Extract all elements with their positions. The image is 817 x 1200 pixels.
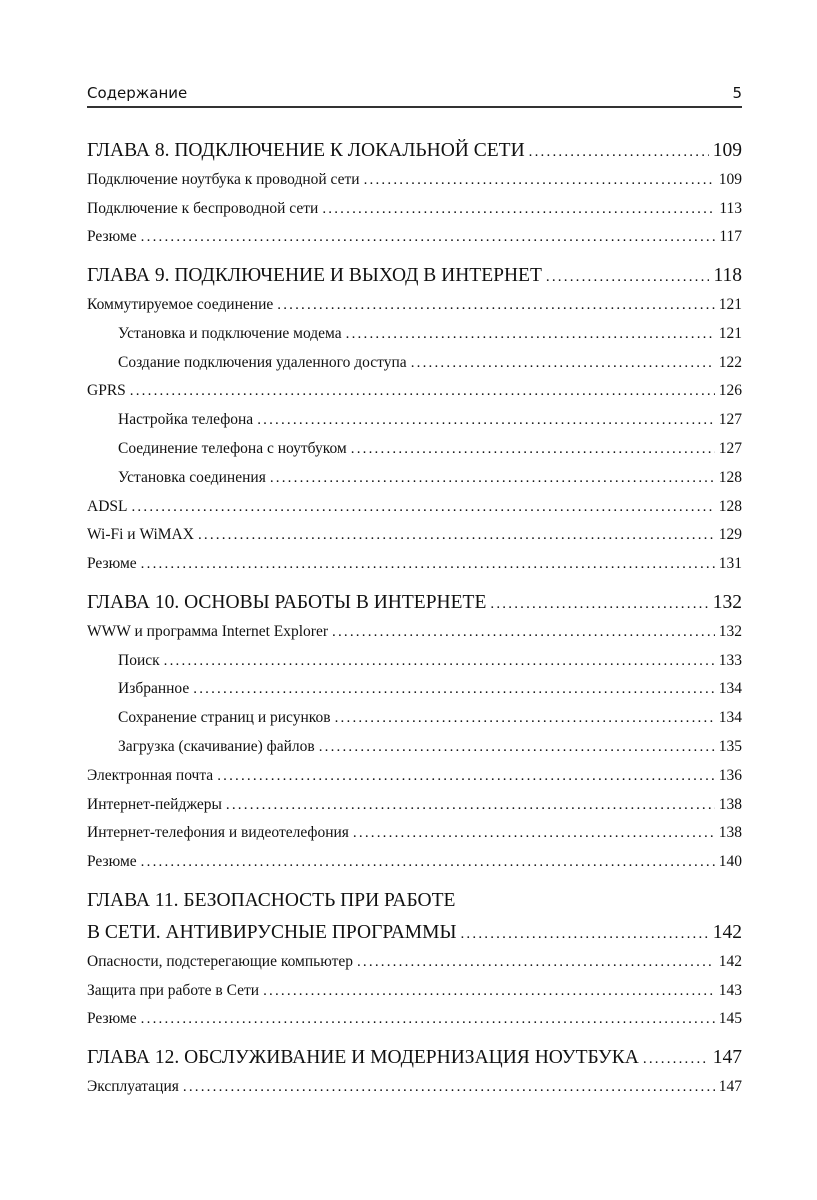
dot-leader	[332, 618, 715, 647]
toc-chapter-entry[interactable]	[87, 919, 742, 948]
toc-entry-title: Эксплуатация	[87, 1077, 179, 1095]
dot-leader	[141, 1005, 715, 1034]
toc-entry-page: 127	[718, 411, 742, 429]
toc-entry-page: 140	[718, 853, 742, 871]
dot-leader	[529, 138, 709, 167]
toc-entry[interactable]	[87, 704, 742, 733]
dot-leader	[546, 263, 710, 292]
toc-entry-title: Сохранение страниц и рисунков	[118, 709, 331, 727]
toc-entry[interactable]	[87, 493, 742, 522]
dot-leader	[353, 819, 715, 848]
toc-entry-title: Резюме	[87, 853, 137, 871]
toc-entry-title: Защита при работе в Сети	[87, 981, 260, 999]
toc-entry-page: 122	[718, 353, 742, 371]
dot-leader	[217, 762, 715, 791]
toc-entry[interactable]	[87, 733, 742, 762]
dot-leader	[490, 590, 708, 619]
toc-entry-page: 117	[719, 228, 742, 246]
toc-entry[interactable]	[87, 377, 742, 406]
toc-entry-title: Поиск	[118, 651, 160, 669]
toc-entry-title: Избранное	[118, 680, 190, 698]
toc-entry-page: 121	[718, 295, 742, 313]
toc-entry[interactable]	[87, 320, 742, 349]
toc-entry[interactable]	[87, 195, 742, 224]
toc-entry-title: WWW и программа Internet Explorer	[87, 622, 328, 640]
toc-entry[interactable]	[87, 791, 742, 820]
toc-entry-page: 113	[719, 199, 742, 217]
dot-leader	[183, 1073, 715, 1102]
toc-entry-page: 136	[718, 766, 742, 784]
toc-entry-page: 129	[718, 526, 742, 544]
toc-entry[interactable]	[87, 948, 742, 977]
toc-entry-title: ADSL	[87, 497, 128, 515]
toc-entry-page: 109	[718, 170, 742, 188]
toc-entry-page: 142	[712, 921, 742, 943]
dot-leader	[198, 521, 715, 550]
dot-leader	[193, 675, 715, 704]
dot-leader	[411, 349, 715, 378]
toc-entry[interactable]	[87, 618, 742, 647]
toc-entry-page: 121	[718, 324, 742, 342]
dot-leader	[257, 406, 715, 435]
toc-entry-page: 128	[718, 497, 742, 515]
toc-entry-title: ГЛАВА 12. ОБСЛУЖИВАНИЕ И МОДЕРНИЗАЦИЯ НОУТБУКА	[87, 1047, 639, 1069]
toc-chapter-entry[interactable]	[87, 137, 742, 166]
running-header	[87, 76, 742, 108]
toc-entry-page: 132	[712, 591, 742, 613]
dot-leader	[131, 493, 714, 522]
toc-entry-page: 147	[718, 1077, 742, 1095]
dot-leader	[322, 195, 715, 224]
toc-entry[interactable]	[87, 819, 742, 848]
toc-entry[interactable]	[87, 550, 742, 579]
toc-entry-page: 109	[712, 140, 742, 161]
dot-leader	[351, 435, 715, 464]
toc-entry-page: 138	[718, 795, 742, 813]
toc-entry-title: В СЕТИ. АНТИВИРУСНЫЕ ПРОГРАММЫ	[87, 921, 457, 943]
toc-entry-page: 133	[718, 651, 742, 669]
toc-entry[interactable]	[87, 647, 742, 676]
toc-entry-title: Установка и подключение модема	[118, 324, 342, 342]
toc-entry[interactable]	[87, 1073, 742, 1102]
toc-entry-title: Коммутируемое соединение	[87, 295, 274, 313]
toc-entry-title: Интернет-телефония и видеотелефония	[87, 824, 349, 842]
toc-entry-title: Подключение к беспроводной сети	[87, 199, 319, 217]
dot-leader	[335, 704, 715, 733]
toc-entry[interactable]	[87, 223, 742, 252]
toc-entry[interactable]	[87, 1005, 742, 1034]
toc-entry-title: Wi-Fi и WiMAX	[87, 526, 194, 544]
toc-entry-title: ГЛАВА 10. ОСНОВЫ РАБОТЫ В ИНТЕРНЕТЕ	[87, 591, 487, 613]
toc-entry-title: Соединение телефона с ноутбуком	[118, 439, 347, 457]
toc-entry[interactable]	[87, 848, 742, 877]
toc-entry-title: Создание подключения удаленного доступа	[118, 353, 407, 371]
dot-leader	[130, 377, 715, 406]
table-of-contents	[87, 137, 742, 1102]
toc-entry-page: 142	[718, 952, 742, 970]
toc-entry-page: 128	[718, 468, 742, 486]
toc-entry[interactable]	[87, 435, 742, 464]
dot-leader	[141, 848, 715, 877]
header-page-number: 5	[732, 84, 742, 102]
dot-leader	[643, 1045, 709, 1074]
toc-entry[interactable]	[87, 675, 742, 704]
dot-leader	[319, 733, 715, 762]
toc-entry-title: Настройка телефона	[118, 411, 254, 429]
toc-entry-title: Опасности, подстерегающие компьютер	[87, 952, 353, 970]
toc-entry-title: Подключение ноутбука к проводной сети	[87, 170, 360, 188]
toc-entry-page: 145	[718, 1010, 742, 1028]
toc-entry-page: 127	[718, 439, 742, 457]
toc-entry-title: ГЛАВА 11. БЕЗОПАСНОСТЬ ПРИ РАБОТЕ	[87, 889, 456, 911]
dot-leader	[357, 948, 715, 977]
toc-entry-title: ГЛАВА 8. ПОДКЛЮЧЕНИЕ К ЛОКАЛЬНОЙ СЕТИ	[87, 140, 525, 161]
toc-chapter-entry[interactable]	[87, 887, 742, 919]
header-title: Содержание	[87, 84, 188, 102]
toc-entry-title: Резюме	[87, 555, 137, 573]
dot-leader	[141, 550, 715, 579]
toc-entry-title: GPRS	[87, 382, 126, 400]
toc-entry-page: 132	[718, 622, 742, 640]
toc-entry[interactable]	[87, 521, 742, 550]
toc-entry-title: Электронная почта	[87, 766, 214, 784]
dot-leader	[263, 977, 715, 1006]
dot-leader	[346, 320, 715, 349]
toc-entry-page: 131	[718, 555, 742, 573]
toc-entry[interactable]	[87, 464, 742, 493]
toc-entry-title: Резюме	[87, 1010, 137, 1028]
toc-entry[interactable]	[87, 762, 742, 791]
toc-chapter-entry[interactable]	[87, 262, 742, 291]
toc-entry[interactable]	[87, 349, 742, 378]
toc-entry-page: 147	[712, 1047, 742, 1069]
toc-entry-page: 118	[713, 265, 742, 287]
toc-entry-page: 138	[718, 824, 742, 842]
toc-entry-page: 126	[718, 382, 742, 400]
toc-entry-page: 135	[718, 737, 742, 755]
dot-leader	[277, 291, 715, 320]
toc-entry-page: 134	[718, 680, 742, 698]
dot-leader	[226, 791, 715, 820]
toc-chapter-entry[interactable]	[87, 1044, 742, 1073]
toc-entry-page: 134	[718, 709, 742, 727]
toc-entry[interactable]	[87, 166, 742, 195]
toc-entry-title: Загрузка (скачивание) файлов	[118, 737, 315, 755]
toc-entry-title: Интернет-пейджеры	[87, 795, 222, 813]
dot-leader	[270, 464, 715, 493]
dot-leader	[460, 920, 708, 949]
toc-entry[interactable]	[87, 977, 742, 1006]
dot-leader	[364, 166, 715, 195]
toc-entry-title: Резюме	[87, 228, 137, 246]
toc-entry-title: Установка соединения	[118, 468, 266, 486]
dot-leader	[141, 223, 716, 252]
toc-entry[interactable]	[87, 406, 742, 435]
dot-leader	[164, 647, 715, 676]
toc-entry-page: 143	[718, 981, 742, 999]
toc-chapter-entry[interactable]	[87, 589, 742, 618]
toc-entry[interactable]	[87, 291, 742, 320]
toc-entry-title: ГЛАВА 9. ПОДКЛЮЧЕНИЕ И ВЫХОД В ИНТЕРНЕТ	[87, 265, 542, 287]
